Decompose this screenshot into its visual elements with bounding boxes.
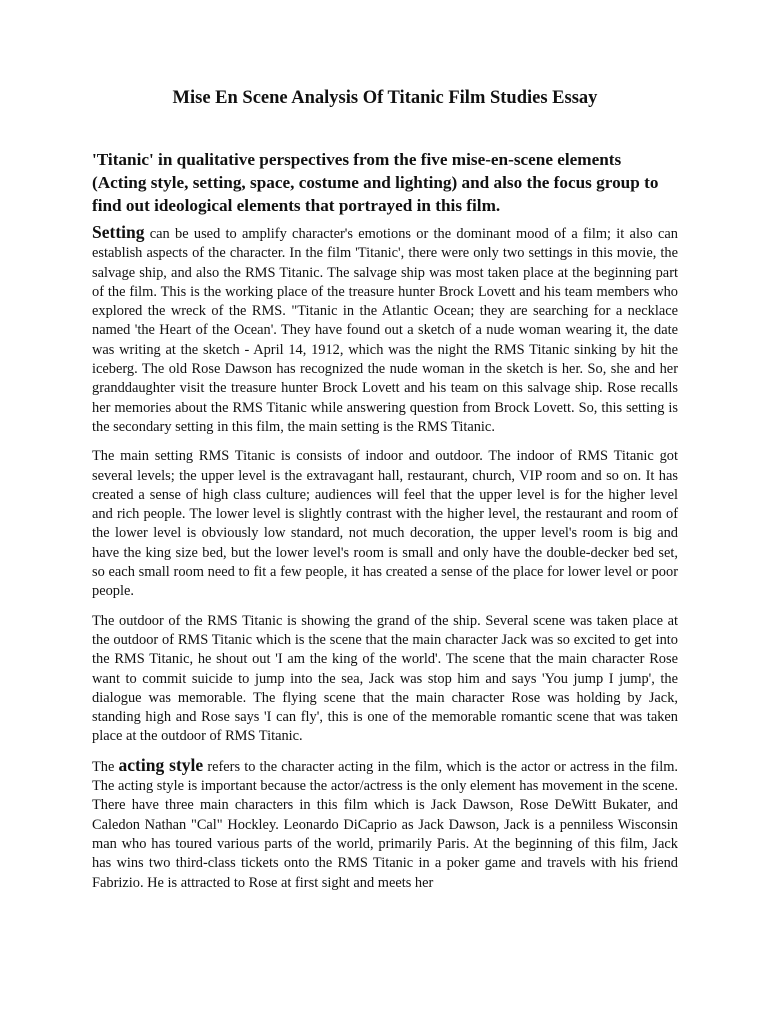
paragraph-prefix: The (92, 758, 119, 775)
paragraph-text: can be used to amplify character's emotions or the dominant mood of a film; it also can establish aspects of the character. In the film 'Titanic', there were only two settings in this movie, the salvage ship, and also the RMS Titanic. The salvage ship was most taken place at the beginning part of the film. This is the working place of the treasure hunter Brock Lovett and his team members who explored the wreck of the RMS. "Titanic in the Atlantic Ocean; they are searching for a necklace named 'the Heart of the Ocean'. They have found out a sketch of a nude woman wearing it, the date was writing at the sketch - April 14, 1912, which was the night the RMS Titanic sinking by hit the iceberg. The old Rose Dawson has recognized the nude woman in the sketch is her. So, she and her granddaughter visit the treasure hunter Brock Lovett and his team on this salvage ship. Rose recalls her memories about the RMS Titanic while answering question from Brock Lovett. So, this setting is the secondary setting in this film, the main setting is the RMS Titanic. (92, 226, 678, 435)
paragraph-main-setting (92, 447, 678, 601)
paragraph-text: The main setting RMS Titanic is consists of indoor and outdoor. The indoor of RMS Titanic got several levels; the upper level is the extravagant hall, restaurant, church, VIP room and so on. It has created a sense of high class culture; audiences will feel that the upper level is for the higher level and rich people. The lower level is slightly contrast with the higher level, the restaurant and room of the lower level is obviously low standard, not much decoration, the upper level's room is big and have the king size bed, but the lower level's room is small and only have the double-decker bed set, so each small room need to fit a few people, it has created a sense of the place for lower level or poor people. (92, 448, 678, 600)
paragraph-acting-style (92, 756, 678, 893)
setting-lead-term: Setting (92, 222, 145, 242)
paragraph-outdoor (92, 612, 678, 747)
paragraph-text: The outdoor of the RMS Titanic is showing the grand of the ship. Several scene was taken place at the outdoor of RMS Titanic which is the scene that the main character Jack was so excited to get into the RMS Titanic, he shout out 'I am the king of the world'. The scene that the main character Rose want to commit suicide to jump into the sea, Jack was stop him and says 'You jump I jump', the dialogue was memorable. The flying scene that the main character Rose was holding by Jack, standing high and Rose says 'I can fly', this is one of the memorable romantic scene that was taken place at the outdoor of RMS Titanic. (92, 612, 678, 745)
acting-style-lead-term: acting style (118, 754, 204, 775)
essay-subtitle: 'Titanic' in qualitative perspectives from the five mise-en-scene elements (Acting style, setting, space, costume and lighting) and also the focus group to find out ideological elements that portrayed in this film. (92, 150, 659, 215)
paragraph-setting (92, 223, 678, 437)
page-title: Mise En Scene Analysis Of Titanic Film Studies Essay (172, 88, 598, 108)
paragraph-text: refers to the character acting in the film, which is the actor or actress in the film. The acting style is important because the actor/actress is the only element has movement in the scene. There have three main characters in this film which is Jack Dawson, Rose DeWitt Bukater, and Caledon Nathan "Cal" Hockley. Leonardo DiCaprio as Jack Dawson, Jack is a penniless Wisconsin man who has toured various parts of the world, primarily Paris. At the beginning of this film, Jack has wins two third-class tickets onto the RMS Titanic in a poker game and travels with his friend Fabrizio. He is attracted to Rose at first sight and meets her (92, 758, 678, 891)
